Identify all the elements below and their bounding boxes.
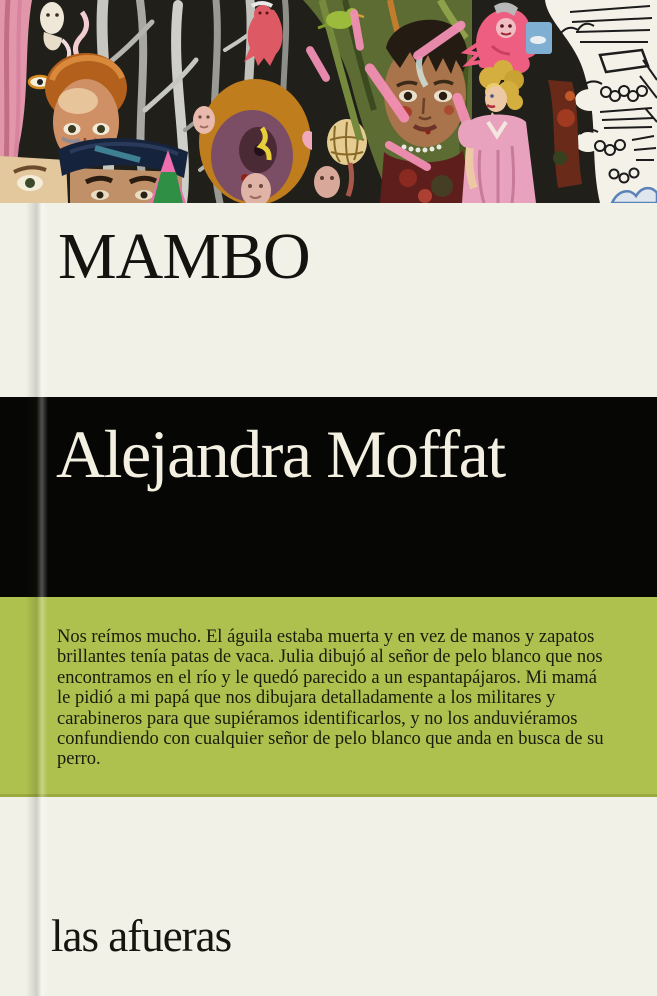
book-title: MAMBO bbox=[58, 220, 310, 293]
author-name: Alejandra Moffat bbox=[56, 416, 505, 492]
cover-artwork bbox=[0, 0, 657, 203]
blurb-text: Nos reímos mucho. El águila estaba muerta y en vez de manos y zapatos brillantes tenía patas de vaca. Julia dibujó al señor de pelo blanco que nos encontramos en el río y le quedó parecido a un espantapájaros. Mi mamá le pidió a mi papá que nos dibujara detalladamente a los militares y carabineros para que supiéramos identificarlos, y no los anduviéramos confundiendo con cualquier señor de pelo blanco que anda en busca de su perro. bbox=[57, 627, 604, 770]
engraving-illustration bbox=[545, 0, 657, 203]
collage-illustration bbox=[0, 0, 657, 203]
sky-patch-illustration bbox=[526, 22, 552, 54]
publisher-logo: las afueras bbox=[51, 911, 232, 961]
